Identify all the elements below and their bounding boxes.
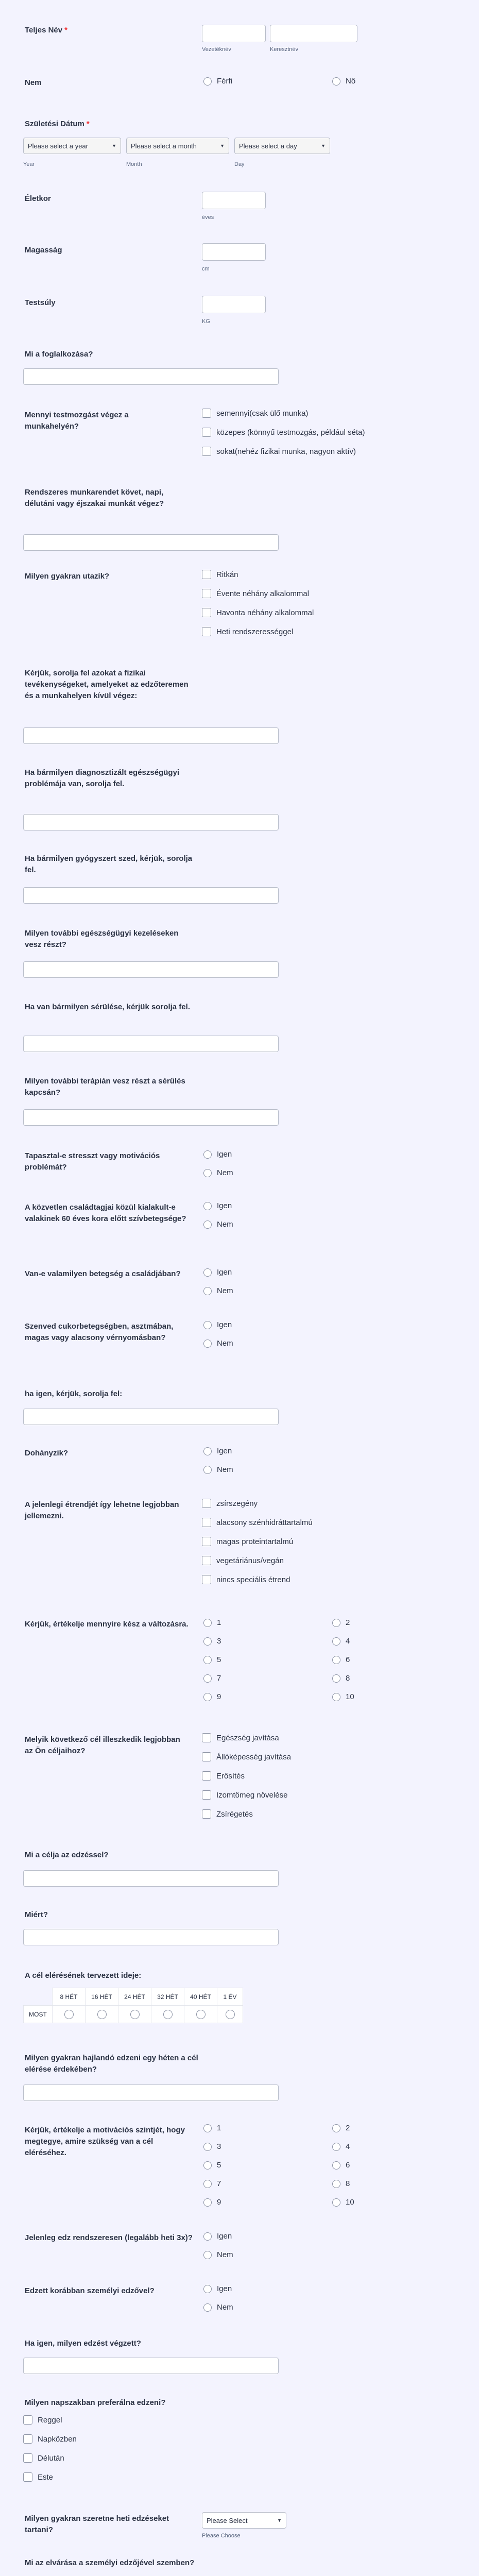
timeline-col-24: 24 HÉT <box>118 1988 151 2006</box>
goal-option-fatloss[interactable]: Zsírégetés <box>202 1809 253 1819</box>
frequency-input[interactable] <box>23 2084 279 2101</box>
trainer-before-label: Edzett korábban személyi edzővel? <box>25 2286 155 2295</box>
activity-label: Mennyi testmozgást végez a munkahelyén? <box>25 411 129 431</box>
chevron-down-icon: ▼ <box>112 143 116 148</box>
weight-unit: KG <box>202 318 210 325</box>
smoking-label: Dohányzik? <box>25 1449 69 1458</box>
readiness-option-4[interactable]: 4 <box>332 1637 350 1646</box>
motivation-label: Kérjük, értékelje a motivációs szintjét, hogy megtegye, amire szükség van a cél eléréséhez. <box>25 2126 185 2157</box>
travel-label: Milyen gyakran utazik? <box>25 572 110 581</box>
treatment-input[interactable] <box>23 961 279 978</box>
timeline-radio-24[interactable] <box>118 2006 151 2023</box>
timeline-radio-16[interactable] <box>85 2006 118 2023</box>
regular-no-option[interactable]: Nem <box>203 2250 233 2259</box>
family-disease-no-option[interactable]: Nem <box>203 1286 233 1295</box>
goal-option-strength[interactable]: Erősítés <box>202 1771 245 1781</box>
time-option-daytime[interactable]: Napközben <box>23 2434 77 2444</box>
time-option-afternoon[interactable]: Délután <box>23 2453 64 2463</box>
medication-label: Ha bármilyen gyógyszert szed, kérjük, sorolja fel. <box>25 854 193 874</box>
height-unit: cm <box>202 266 210 272</box>
family-heart-yes-option[interactable]: Igen <box>203 1201 232 1210</box>
readiness-option-7[interactable]: 7 <box>203 1674 221 1683</box>
timeline-label: A cél elérésének tervezett ideje: <box>25 1971 142 1980</box>
goal-reason-label: Mi a célja az edzéssel? <box>25 1851 109 1859</box>
timeline-col-16: 16 HÉT <box>85 1988 118 2006</box>
conditions-yes-option[interactable]: Igen <box>203 1320 232 1329</box>
time-option-morning[interactable]: Reggel <box>23 2415 62 2425</box>
motivation-option-7[interactable]: 7 <box>203 2179 221 2188</box>
travel-option-weekly[interactable]: Heti rendszerességgel <box>202 627 293 636</box>
conditions-detail-label: ha igen, kérjük, sorolja fel: <box>25 1389 123 1398</box>
regular-label: Jelenleg edz rendszeresen (legalább heti 3x)? <box>25 2233 193 2242</box>
frequency-label: Milyen gyakran hajlandó edzeni egy héten a cél elérése érdekében? <box>25 2054 198 2074</box>
diet-option-lowcarb[interactable]: alacsony szénhidráttartalmú <box>202 1518 313 1527</box>
age-unit: éves <box>202 214 214 221</box>
birth-year-select[interactable]: Please select a year ▼ <box>23 138 121 154</box>
occupation-label: Mi a foglalkozása? <box>25 350 93 359</box>
session-freq-label: Milyen gyakran szeretne heti edzéseket tartani? <box>25 2514 169 2534</box>
goal-option-health[interactable]: Egészség javítása <box>202 1733 279 1742</box>
family-heart-label: A közvetlen családtagjai közül kialakult-e valakinek 60 éves kora előtt szívbetegsége? <box>25 1203 186 1223</box>
goal-option-endurance[interactable]: Állóképesség javítása <box>202 1752 291 1761</box>
occupation-input[interactable] <box>23 368 279 385</box>
chevron-down-icon: ▼ <box>220 143 225 148</box>
medication-input[interactable] <box>23 887 279 904</box>
diagnosed-label: Ha bármilyen diagnosztizált egészségügyi problémája van, sorolja fel. <box>25 768 180 788</box>
readiness-option-8[interactable]: 8 <box>332 1674 350 1683</box>
birth-year-sublabel: Year <box>23 161 35 167</box>
session-freq-select[interactable]: Please Select ▼ <box>202 2512 286 2529</box>
motivation-option-10[interactable]: 10 <box>332 2198 354 2207</box>
regular-yes-option[interactable]: Igen <box>203 2232 232 2241</box>
time-of-day-label: Milyen napszakban preferálna edzeni? <box>25 2398 166 2407</box>
timeline-col-8: 8 HÉT <box>53 1988 85 2006</box>
travel-option-rarely[interactable]: Ritkán <box>202 570 238 579</box>
motivation-option-6[interactable]: 6 <box>332 2161 350 2170</box>
last-name-sublabel: Keresztnév <box>270 46 299 53</box>
diet-option-none[interactable]: nincs speciális étrend <box>202 1575 290 1584</box>
conditions-detail-input[interactable] <box>23 1409 279 1425</box>
travel-option-yearly[interactable]: Évente néhány alkalommal <box>202 589 309 598</box>
activities-label: Kérjük, sorolja fel azokat a fizikai tevékenységeket, amelyeket az edzőteremen és a munkahelyen kívül végez: <box>25 669 189 700</box>
family-heart-no-option[interactable]: Nem <box>203 1220 233 1229</box>
motivation-option-4[interactable]: 4 <box>332 2142 350 2151</box>
timeline-col-32: 32 HÉT <box>151 1988 184 2006</box>
timeline-radio-8[interactable] <box>53 2006 85 2023</box>
goal-option-muscle[interactable]: Izomtömeg növelése <box>202 1790 287 1800</box>
conditions-no-option[interactable]: Nem <box>203 1339 233 1348</box>
travel-option-monthly[interactable]: Havonta néhány alkalommal <box>202 608 314 617</box>
weight-label: Testsúly <box>25 298 56 307</box>
injuries-label: Ha van bármilyen sérülése, kérjük sorolja fel. <box>25 1003 190 1011</box>
smoking-no-option[interactable]: Nem <box>203 1465 233 1474</box>
session-freq-sublabel: Please Choose <box>202 2533 241 2539</box>
birth-day-select[interactable]: Please select a day ▼ <box>234 138 330 154</box>
readiness-option-1[interactable]: 1 <box>203 1618 221 1627</box>
readiness-option-9[interactable]: 9 <box>203 1692 221 1701</box>
diet-option-highprotein[interactable]: magas proteintartalmú <box>202 1537 293 1546</box>
activities-input[interactable] <box>23 727 279 744</box>
timeline-radio-1year[interactable] <box>217 2006 243 2023</box>
goals-label: Melyik következő cél illeszkedik legjobban az Ön céljaihoz? <box>25 1735 180 1755</box>
motivation-option-1[interactable]: 1 <box>203 2124 221 2132</box>
diet-option-vegetarian[interactable]: vegetáriánus/vegán <box>202 1556 284 1565</box>
birth-day-sublabel: Day <box>234 161 245 167</box>
motivation-option-5[interactable]: 5 <box>203 2161 221 2170</box>
height-label: Magasság <box>25 246 62 255</box>
activity-option-high[interactable]: sokat(nehéz fizikai munka, nagyon aktív) <box>202 447 356 456</box>
age-label: Életkor <box>25 194 51 203</box>
first-name-sublabel: Vezetéknév <box>202 46 231 53</box>
chevron-down-icon: ▼ <box>321 143 326 148</box>
family-disease-yes-option[interactable]: Igen <box>203 1268 232 1277</box>
timeline-radio-32[interactable] <box>151 2006 184 2023</box>
why-input[interactable] <box>23 1929 279 1945</box>
stress-yes-option[interactable]: Igen <box>203 1150 232 1159</box>
birth-date-label: Születési Dátum * <box>25 120 90 128</box>
motivation-option-9[interactable]: 9 <box>203 2198 221 2207</box>
schedule-input[interactable] <box>23 534 279 551</box>
weight-input[interactable] <box>202 296 266 313</box>
trainer-before-no-option[interactable]: Nem <box>203 2303 233 2312</box>
training-type-input[interactable] <box>23 2358 279 2374</box>
timeline-radio-40[interactable] <box>184 2006 217 2023</box>
readiness-option-10[interactable]: 10 <box>332 1692 354 1701</box>
gender-label: Nem <box>25 78 42 87</box>
height-input[interactable] <box>202 243 266 261</box>
chevron-down-icon: ▼ <box>277 2518 282 2523</box>
stress-label: Tapasztal-e stresszt vagy motivációs problémát? <box>25 1151 160 1172</box>
timeline-matrix <box>23 1988 243 2023</box>
timeline-col-1year: 1 ÉV <box>217 1988 243 2006</box>
injuries-input[interactable] <box>23 1036 279 1052</box>
family-disease-label: Van-e valamilyen betegség a családjában? <box>25 1269 181 1278</box>
conditions-label: Szenved cukorbetegségben, asztmában, magas vagy alacsony vérnyomásban? <box>25 1322 174 1342</box>
diagnosed-input[interactable] <box>23 814 279 831</box>
gender-female-option[interactable]: Nő <box>332 77 355 86</box>
age-input[interactable] <box>202 192 266 209</box>
last-name-input[interactable] <box>270 25 357 42</box>
treatment-label: Milyen további egészségügyi kezeléseken vesz részt? <box>25 929 179 949</box>
timeline-row-label: MOST <box>24 2006 53 2023</box>
trainer-before-yes-option[interactable]: Igen <box>203 2284 232 2293</box>
readiness-option-6[interactable]: 6 <box>332 1655 350 1664</box>
diet-label: A jelenlegi étrendjét így lehetne legjobban jellemezni. <box>25 1500 179 1520</box>
why-label: Miért? <box>25 1910 48 1919</box>
readiness-label: Kérjük, értékelje mennyire kész a változásra. <box>25 1620 189 1629</box>
schedule-label: Rendszeres munkarendet követ, napi, délutáni vagy éjszakai munkát végez? <box>25 488 164 508</box>
motivation-option-8[interactable]: 8 <box>332 2179 350 2188</box>
readiness-option-2[interactable]: 2 <box>332 1618 350 1627</box>
gender-male-option[interactable]: Férfi <box>203 77 232 86</box>
time-option-evening[interactable]: Este <box>23 2472 53 2482</box>
stress-no-option[interactable]: Nem <box>203 1168 233 1177</box>
birth-month-sublabel: Month <box>126 161 142 167</box>
timeline-col-40: 40 HÉT <box>184 1988 217 2006</box>
motivation-option-3[interactable]: 3 <box>203 2142 221 2151</box>
name-label: Teljes Név * <box>25 26 67 35</box>
birth-month-select[interactable]: Please select a month ▼ <box>126 138 229 154</box>
activity-option-none[interactable]: semennyi(csak ülő munka) <box>202 409 308 418</box>
readiness-option-5[interactable]: 5 <box>203 1655 221 1664</box>
expectations-label: Mi az elvárása a személyi edzőjével szemben? <box>25 2558 195 2567</box>
goal-reason-input[interactable] <box>23 1870 279 1887</box>
training-type-label: Ha igen, milyen edzést végzett? <box>25 2339 141 2348</box>
smoking-yes-option[interactable]: Igen <box>203 1447 232 1455</box>
therapy-label: Milyen további terápián vesz részt a sérülés kapcsán? <box>25 1077 185 1097</box>
therapy-input[interactable] <box>23 1109 279 1126</box>
motivation-option-2[interactable]: 2 <box>332 2124 350 2132</box>
diet-option-lowfat[interactable]: zsírszegény <box>202 1499 258 1508</box>
readiness-option-3[interactable]: 3 <box>203 1637 221 1646</box>
activity-option-medium[interactable]: közepes (könnyű testmozgás, például séta) <box>202 428 365 437</box>
first-name-input[interactable] <box>202 25 266 42</box>
